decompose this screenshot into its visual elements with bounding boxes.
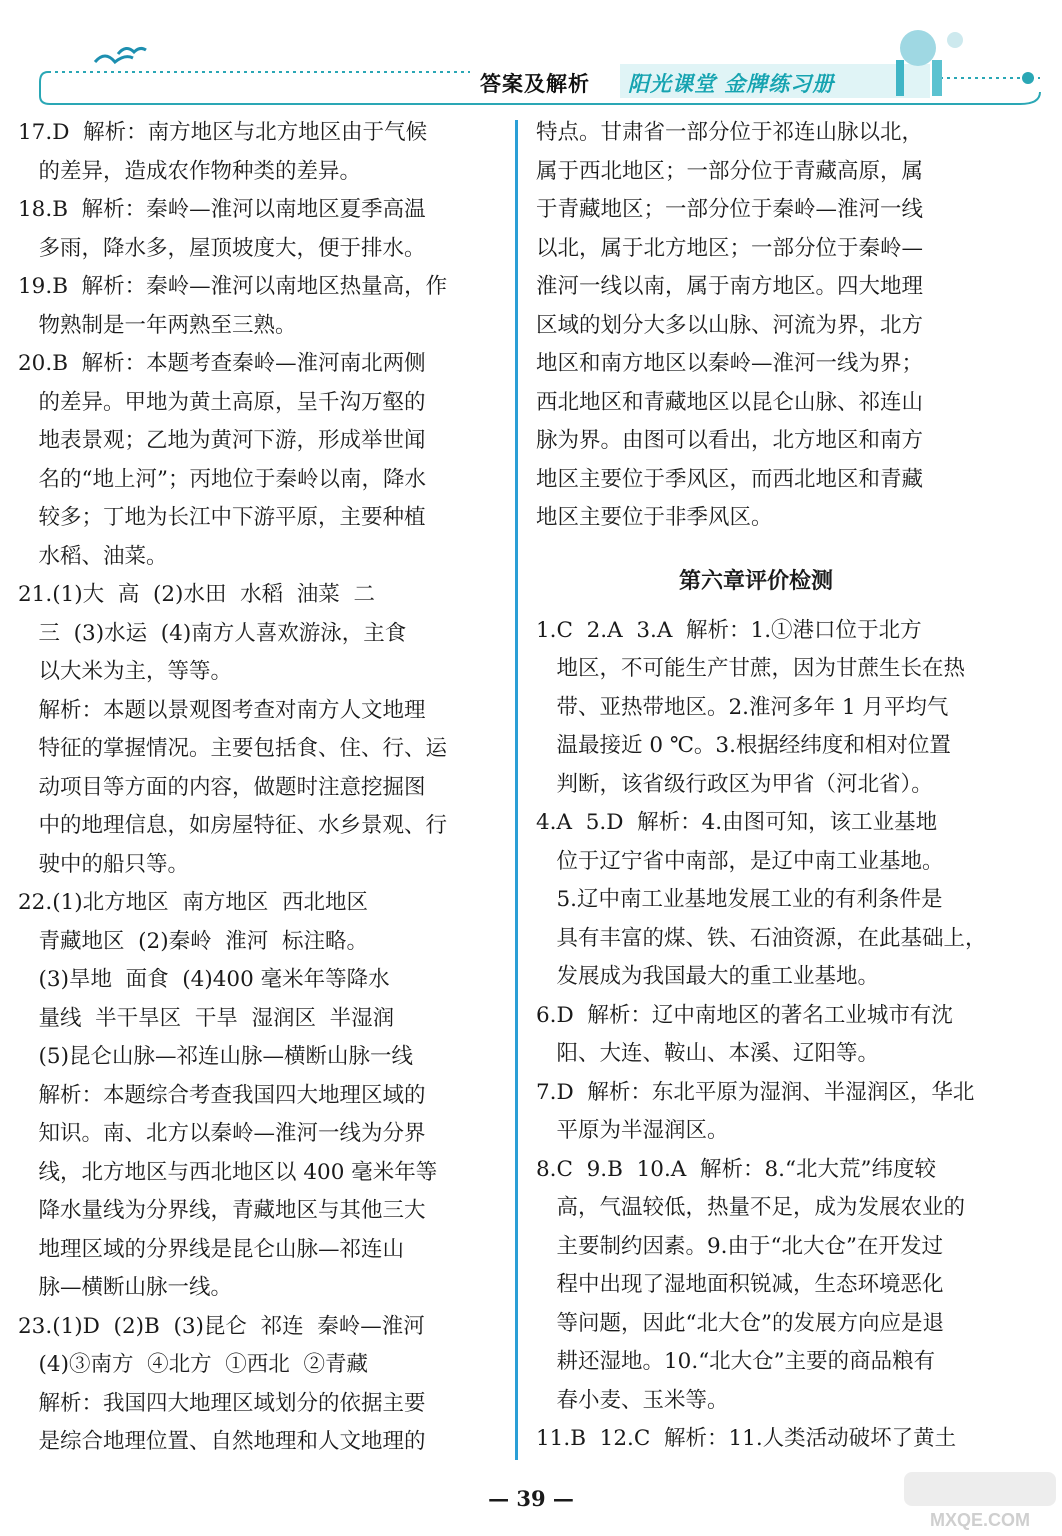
- text-line: 青藏地区 (2)秦岭 淮河 标注略。: [18, 928, 368, 954]
- text-line: 发展成为我国最大的重工业基地。: [536, 964, 880, 989]
- text-line: 地表景观；乙地为黄河下游，形成举世闻: [18, 428, 426, 453]
- text-line: 西北地区和青藏地区以昆仑山脉、祁连山: [536, 389, 924, 415]
- text-line: 区域的划分大多以山脉、河流为界，北方: [536, 312, 924, 338]
- text-line: 8.C 9.B 10.A 解析：8.“北大荒”纬度较: [536, 1156, 936, 1182]
- text-line: 主要制约因素。9.由于“北大仓”在开发过: [536, 1233, 944, 1259]
- text-line: 驶中的船只等。: [18, 851, 190, 877]
- watermark-logo: [900, 1468, 1060, 1534]
- text-line: 5.辽中南工业基地发展工业的有利条件是: [536, 887, 943, 912]
- text-line: 多雨，降水多，屋顶坡度大，便于排水。: [18, 235, 426, 261]
- text-line: 解析：我国四大地理区域划分的依据主要: [18, 1390, 426, 1416]
- left-column: [18, 114, 458, 1462]
- text-line: 脉—横断山脉一线。: [18, 1275, 233, 1300]
- text-line: 的差异。甲地为黄土高原，呈千沟万壑的: [18, 389, 426, 415]
- text-line: 解析：本题以景观图考查对南方人文地理: [18, 697, 426, 723]
- text-line: 特点。甘肃省一部分位于祁连山脉以北，: [536, 120, 924, 145]
- text-line: 于青藏地区；一部分位于秦岭—淮河一线: [536, 197, 924, 222]
- right-column: [536, 114, 987, 1459]
- text-line: 具有丰富的煤、铁、石油资源，在此基础上，: [536, 925, 987, 951]
- text-line: 判断，该省级行政区为甲省（河北省）。: [536, 771, 933, 797]
- text-line: 属于西北地区；一部分位于青藏高原，属: [536, 158, 924, 184]
- text-line: 地区主要位于季风区，而西北地区和青藏: [536, 466, 924, 492]
- text-line: 平原为半湿润区。: [536, 1118, 729, 1143]
- text-line: 耕还湿地。10.“北大仓”主要的商品粮有: [536, 1349, 936, 1374]
- text-line: 动项目等方面的内容，做题时注意挖掘图: [18, 774, 426, 800]
- text-line: 20.B 解析：本题考查秦岭—淮河南北两侧: [18, 351, 426, 376]
- text-line: 位于辽宁省中南部，是辽中南工业基地。: [536, 848, 944, 874]
- text-line: 阳、大连、鞍山、本溪、辽阳等。: [536, 1041, 880, 1066]
- text-line: 22.(1)北方地区 南方地区 西北地区: [18, 890, 368, 915]
- text-line: 淮河一线以南，属于南方地区。四大地理: [536, 274, 924, 299]
- text-line: 4.A 5.D 解析：4.由图可知，该工业基地: [536, 810, 938, 835]
- text-line: 水稻、油菜。: [18, 543, 168, 569]
- text-line: 21.(1)大 高 (2)水田 水稻 油菜 二: [18, 582, 375, 607]
- text-line: 地区和南方地区以秦岭—淮河一线为界；: [536, 351, 924, 376]
- text-line: (4)③南方 ④北方 ①西北 ②青藏: [18, 1352, 368, 1377]
- svg-text:MXQE.COM: MXQE.COM: [929, 1510, 1031, 1530]
- text-line: (5)昆仑山脉—祁连山脉—横断山脉一线: [18, 1044, 413, 1069]
- text-line: 地理区域的分界线是昆仑山脉—祁连山: [18, 1236, 405, 1262]
- text-line: 以大米为主，等等。: [18, 659, 233, 684]
- text-line: 11.B 12.C 解析：11.人类活动破坏了黄土: [536, 1426, 957, 1451]
- text-line: 地区主要位于非季风区。: [536, 505, 773, 530]
- text-line: 解析：本题综合考查我国四大地理区域的: [18, 1082, 426, 1108]
- text-line: 中的地理信息，如房屋特征、水乡景观、行: [18, 813, 448, 838]
- text-line: 带、亚热带地区。2.淮河多年 1 月平均气: [536, 694, 949, 720]
- text-line: 降水量线为分界线，青藏地区与其他三大: [18, 1198, 426, 1223]
- text-line: 温最接近 0 ℃。3.根据经纬度和相对位置: [536, 733, 951, 758]
- text-line: 三 (3)水运 (4)南方人喜欢游泳，主食: [18, 620, 407, 646]
- text-line: 较多；丁地为长江中下游平原，主要种植: [18, 505, 426, 530]
- header-right-title: 阳光课堂 金牌练习册: [628, 71, 835, 96]
- page-header: [0, 0, 1062, 110]
- header-left-title: 答案及解析: [480, 71, 590, 96]
- column-divider: [515, 120, 518, 1460]
- text-line: 物熟制是一年两熟至三熟。: [18, 312, 297, 338]
- text-line: 6.D 解析：辽中南地区的著名工业城市有沈: [536, 1002, 953, 1028]
- text-line: 7.D 解析：东北平原为湿润、半湿润区，华北: [536, 1079, 975, 1105]
- text-line: 19.B 解析：秦岭—淮河以南地区热量高，作: [18, 274, 448, 299]
- text-line: 以北，属于北方地区；一部分位于秦岭—: [536, 235, 924, 261]
- text-line: (3)旱地 面食 (4)400 毫米年等降水: [18, 967, 390, 992]
- text-line: 地区，不可能生产甘蔗，因为甘蔗生长在热: [536, 656, 966, 681]
- text-line: 等问题，因此“北大仓”的发展方向应是退: [536, 1310, 944, 1336]
- text-line: 高，气温较低，热量不足，成为发展农业的: [536, 1195, 966, 1220]
- text-line: 的差异，造成农作物种类的差异。: [18, 158, 362, 184]
- text-line: 春小麦、玉米等。: [536, 1387, 729, 1413]
- text-line: 名的“地上河”；丙地位于秦岭以南，降水: [18, 466, 426, 492]
- text-line: 17.D 解析：南方地区与北方地区由于气候: [18, 120, 428, 145]
- text-line: 是综合地理位置、自然地理和人文地理的: [18, 1429, 426, 1454]
- text-line: 程中出现了湿地面积锐减，生态环境恶化: [536, 1272, 944, 1297]
- text-line: 1.C 2.A 3.A 解析：1.①港口位于北方: [536, 617, 922, 643]
- text-line: 23.(1)D (2)B (3)昆仑 祁连 秦岭—淮河: [18, 1313, 425, 1339]
- text-line: 量线 半干旱区 干旱 湿润区 半湿润: [18, 1005, 395, 1031]
- text-line: 特征的掌握情况。主要包括食、住、行、运: [18, 736, 448, 761]
- section-title: 第六章评价检测: [678, 567, 833, 594]
- text-line: 18.B 解析：秦岭—淮河以南地区夏季高温: [18, 197, 426, 222]
- text-line: 线，北方地区与西北地区以 400 毫米年等: [18, 1159, 438, 1185]
- page-number: — 39 —: [488, 1486, 574, 1511]
- text-line: 知识。南、北方以秦岭—淮河一线为分界: [18, 1121, 426, 1146]
- text-line: 脉为界。由图可以看出，北方地区和南方: [536, 428, 924, 453]
